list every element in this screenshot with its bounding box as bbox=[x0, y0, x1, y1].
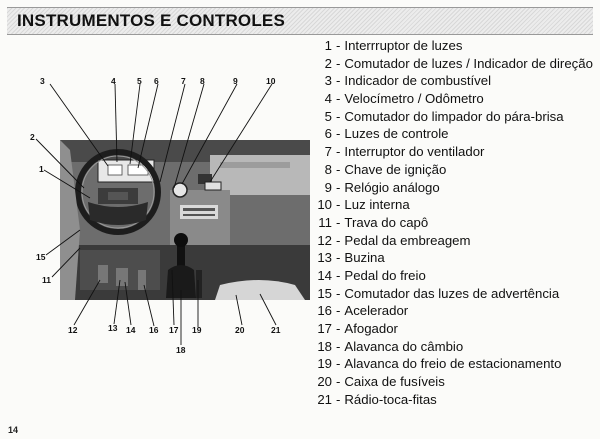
legend-number: 2 bbox=[324, 55, 332, 71]
legend-number: 5 bbox=[324, 108, 332, 124]
callout-7: 7 bbox=[181, 76, 186, 86]
legend-item: 18 - Alavanca do câmbio bbox=[317, 338, 464, 354]
callout-12: 12 bbox=[68, 325, 78, 335]
legend-text: Relógio análogo bbox=[344, 179, 440, 195]
legend-text: Comutador das luzes de advertência bbox=[344, 285, 560, 301]
callout-1: 1 bbox=[39, 164, 44, 174]
legend-text: Buzina bbox=[344, 250, 385, 266]
legend-item: 21 - Rádio-toca-fitas bbox=[317, 391, 437, 407]
legend-number: 1 bbox=[324, 38, 332, 53]
legend-text: Interruptor do ventilador bbox=[344, 144, 485, 160]
title-bar bbox=[7, 7, 593, 35]
legend-item: 20 - Caixa de fusíveis bbox=[317, 374, 445, 390]
legend-item: 15 - Comutador das luzes de advertência bbox=[317, 285, 560, 301]
legend-text: Caixa de fusíveis bbox=[344, 374, 445, 390]
legend-text: Alavanca do câmbio bbox=[344, 338, 464, 354]
callout-6: 6 bbox=[154, 76, 159, 86]
legend-item: 19 - Alavanca do freio de estacionamento bbox=[317, 356, 562, 372]
legend-item: 5 - Comutador do limpador do pára-brisa bbox=[316, 108, 593, 126]
callout-15: 15 bbox=[36, 252, 46, 262]
dashboard-photo bbox=[60, 140, 310, 300]
page-number: 14 bbox=[8, 425, 19, 435]
legend-item: 9 - Relógio análogo bbox=[316, 179, 593, 197]
legend-item: 16 - Acelerador bbox=[317, 303, 409, 319]
callout-14: 14 bbox=[126, 325, 136, 335]
legend-item: 12 - Pedal da embreagem bbox=[317, 232, 471, 248]
callout-17: 17 bbox=[169, 325, 179, 335]
callout-20: 20 bbox=[235, 325, 245, 335]
callout-2: 2 bbox=[30, 132, 35, 142]
legend-number: 13 bbox=[317, 250, 332, 266]
legend-number: 20 bbox=[317, 374, 332, 390]
legend-number: 18 bbox=[317, 338, 332, 354]
callout-8: 8 bbox=[200, 76, 205, 86]
legend-number: 9 bbox=[324, 179, 332, 195]
dashboard-figure bbox=[20, 70, 310, 370]
legend-number: 7 bbox=[324, 144, 332, 160]
legend-text: Trava do capô bbox=[344, 214, 429, 230]
legend-text: Pedal da embreagem bbox=[344, 232, 471, 248]
legend-item: 2 - Comutador de luzes / Indicador de direção bbox=[316, 55, 593, 73]
legend-number: 8 bbox=[324, 161, 332, 177]
legend-item: 14 - Pedal do freio bbox=[317, 267, 426, 283]
legend-text: Rádio-toca-fitas bbox=[344, 391, 437, 407]
legend-number: 3 bbox=[324, 73, 332, 89]
legend-number: 14 bbox=[317, 267, 332, 283]
legend-number: 6 bbox=[324, 126, 332, 142]
legend-text: Comutador de luzes / Indicador de direção bbox=[344, 55, 593, 71]
legend-text: Comutador do limpador do pára-brisa bbox=[344, 108, 564, 124]
legend-text: Indicador de combustível bbox=[344, 73, 492, 89]
legend-item: 13 - Buzina bbox=[317, 250, 385, 266]
legend-text: Chave de ignição bbox=[344, 161, 447, 177]
legend-number: 19 bbox=[317, 356, 332, 372]
callout-19: 19 bbox=[192, 325, 202, 335]
callout-18: 18 bbox=[176, 345, 186, 355]
legend-number: 11 bbox=[318, 214, 332, 230]
callout-10: 10 bbox=[266, 76, 276, 86]
callout-11: 11 bbox=[42, 275, 51, 285]
legend-text: Acelerador bbox=[344, 303, 409, 319]
callout-5: 5 bbox=[137, 76, 142, 86]
legend-number: 17 bbox=[317, 321, 332, 336]
callout-16: 16 bbox=[149, 325, 159, 335]
legend-item: 10 - Luz interna bbox=[317, 197, 410, 213]
legend-text: Interrruptor de luzes bbox=[344, 38, 463, 53]
page-title: INSTRUMENTOS E CONTROLES bbox=[17, 11, 286, 30]
callout-4: 4 bbox=[111, 76, 116, 86]
legend-text: Velocímetro / Odômetro bbox=[344, 91, 484, 107]
legend-number: 16 bbox=[317, 303, 332, 319]
legend-number: 10 bbox=[317, 197, 332, 213]
legend-item: 3 - Indicador de combustível bbox=[316, 72, 593, 90]
callout-13: 13 bbox=[108, 323, 118, 333]
callout-21: 21 bbox=[271, 325, 281, 335]
legend-item: 4 - Velocímetro / Odômetro bbox=[316, 90, 593, 108]
legend-number: 4 bbox=[324, 91, 332, 107]
legend-text: Luz interna bbox=[344, 197, 410, 213]
legend-list bbox=[316, 37, 593, 408]
legend-item: 11 - Trava do capô bbox=[316, 214, 593, 232]
callout-3: 3 bbox=[40, 76, 45, 86]
callout-9: 9 bbox=[233, 76, 238, 86]
legend-number: 12 bbox=[317, 232, 332, 248]
legend-number: 21 bbox=[317, 391, 332, 407]
legend-item: 17 - Afogador bbox=[317, 321, 398, 336]
legend-text: Afogador bbox=[344, 321, 398, 336]
legend-item: 7 - Interruptor do ventilador bbox=[316, 143, 593, 161]
legend-number: 15 bbox=[317, 285, 332, 301]
legend-text: Pedal do freio bbox=[344, 267, 426, 283]
legend-item: 1 - Interrruptor de luzes bbox=[316, 37, 593, 55]
legend-text: Alavanca do freio de estacionamento bbox=[344, 356, 562, 372]
legend-item: 6 - Luzes de controle bbox=[316, 125, 593, 143]
legend-item: 8 - Chave de ignição bbox=[316, 161, 593, 179]
legend-text: Luzes de controle bbox=[344, 126, 449, 142]
